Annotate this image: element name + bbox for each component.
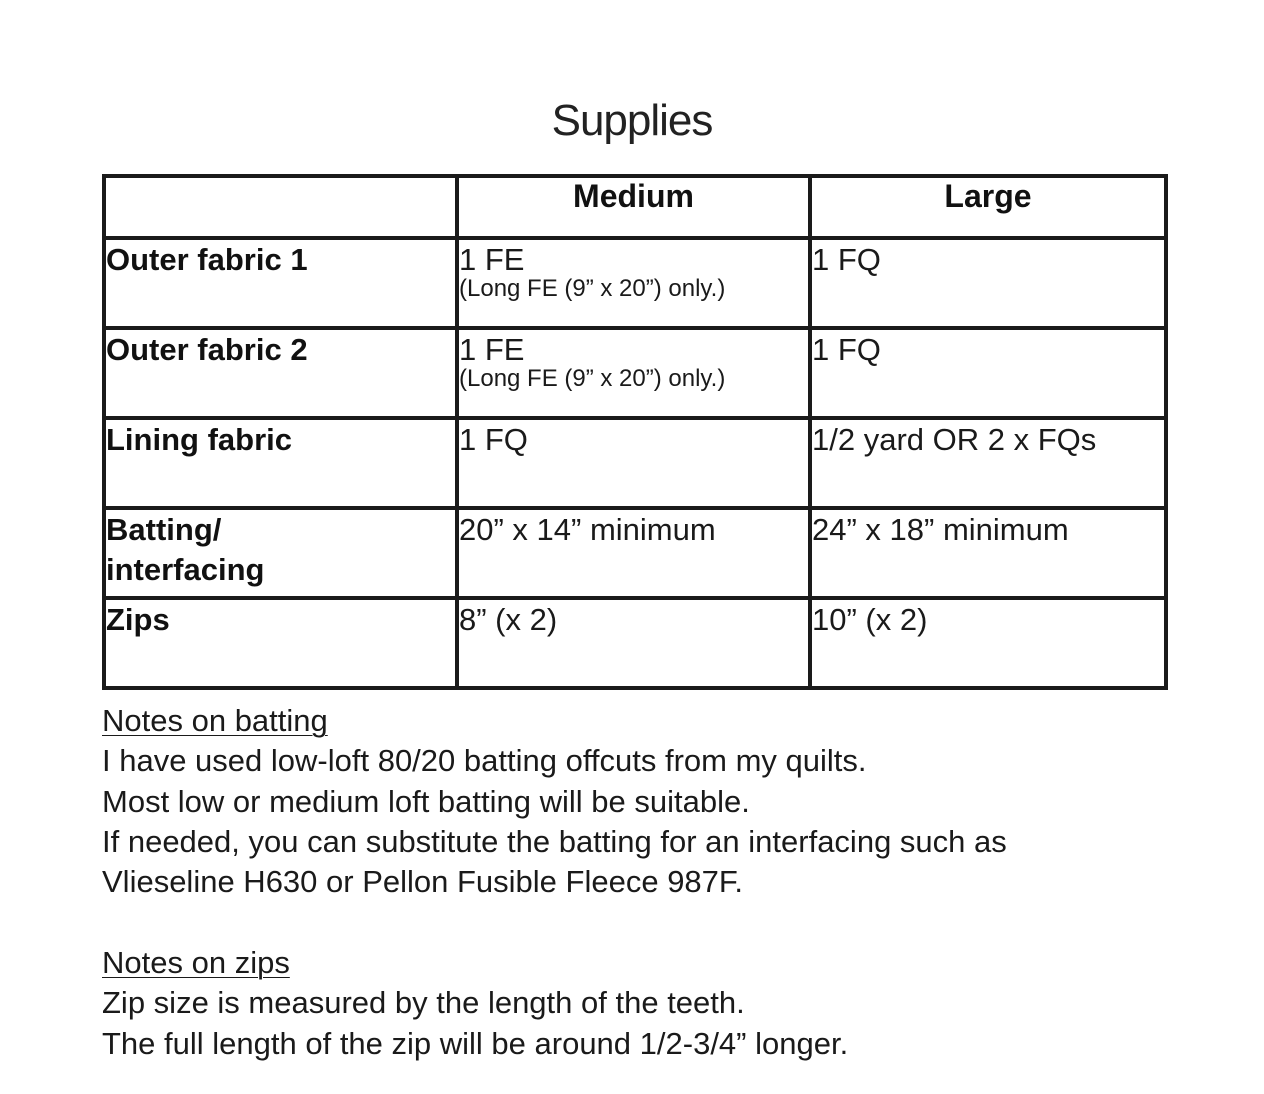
column-header-medium: Medium: [457, 176, 810, 238]
large-cell: 1 FQ: [810, 328, 1166, 418]
medium-cell: [457, 238, 810, 328]
notes-line: I have used low-loft 80/20 batting offcuts from my quilts.: [102, 743, 867, 779]
large-cell: 24” x 18” minimum: [810, 508, 1166, 598]
notes-line: Zip size is measured by the length of the teeth.: [102, 985, 745, 1021]
medium-cell: 20” x 14” minimum: [457, 508, 810, 598]
notes-line: Vlieseline H630 or Pellon Fusible Fleece 987F.: [102, 864, 744, 900]
notes-batting-section: [102, 701, 1202, 902]
row-label: Outer fabric 2: [104, 328, 457, 418]
table-row: [104, 238, 1166, 328]
row-label: Outer fabric 1: [104, 238, 457, 328]
large-cell: 1 FQ: [810, 238, 1166, 328]
row-label-line: interfacing: [106, 552, 265, 587]
large-cell: 10” (x 2): [810, 598, 1166, 688]
column-header-large: Large: [810, 176, 1166, 238]
row-label-line: Batting/: [106, 512, 222, 547]
table-header-row: [104, 176, 1166, 238]
notes-zips-section: [102, 943, 1202, 1064]
table-row: [104, 598, 1166, 688]
notes-batting-heading: Notes on batting: [102, 703, 328, 738]
supplies-table: [102, 174, 1168, 690]
medium-cell: [457, 328, 810, 418]
large-cell: 1/2 yard OR 2 x FQs: [810, 418, 1166, 508]
medium-note: (Long FE (9” x 20”) only.): [459, 365, 726, 392]
row-label: Zips: [104, 598, 457, 688]
notes-zips-heading: Notes on zips: [102, 945, 290, 980]
medium-note: (Long FE (9” x 20”) only.): [459, 275, 726, 302]
table-row: [104, 328, 1166, 418]
row-label: Lining fabric: [104, 418, 457, 508]
column-header-empty: [104, 176, 457, 238]
table-row: [104, 508, 1166, 598]
notes-line: Most low or medium loft batting will be suitable.: [102, 783, 750, 819]
medium-value: 1 FE: [459, 242, 525, 277]
row-label: [104, 508, 457, 598]
notes-line: The full length of the zip will be around 1/2-3/4” longer.: [102, 1025, 849, 1061]
medium-cell: 8” (x 2): [457, 598, 810, 688]
table-row: [104, 418, 1166, 508]
page-title: Supplies: [551, 96, 713, 145]
medium-cell: 1 FQ: [457, 418, 810, 508]
notes-line: If needed, you can substitute the batting for an interfacing such as: [102, 823, 1007, 859]
medium-value: 1 FE: [459, 332, 525, 367]
